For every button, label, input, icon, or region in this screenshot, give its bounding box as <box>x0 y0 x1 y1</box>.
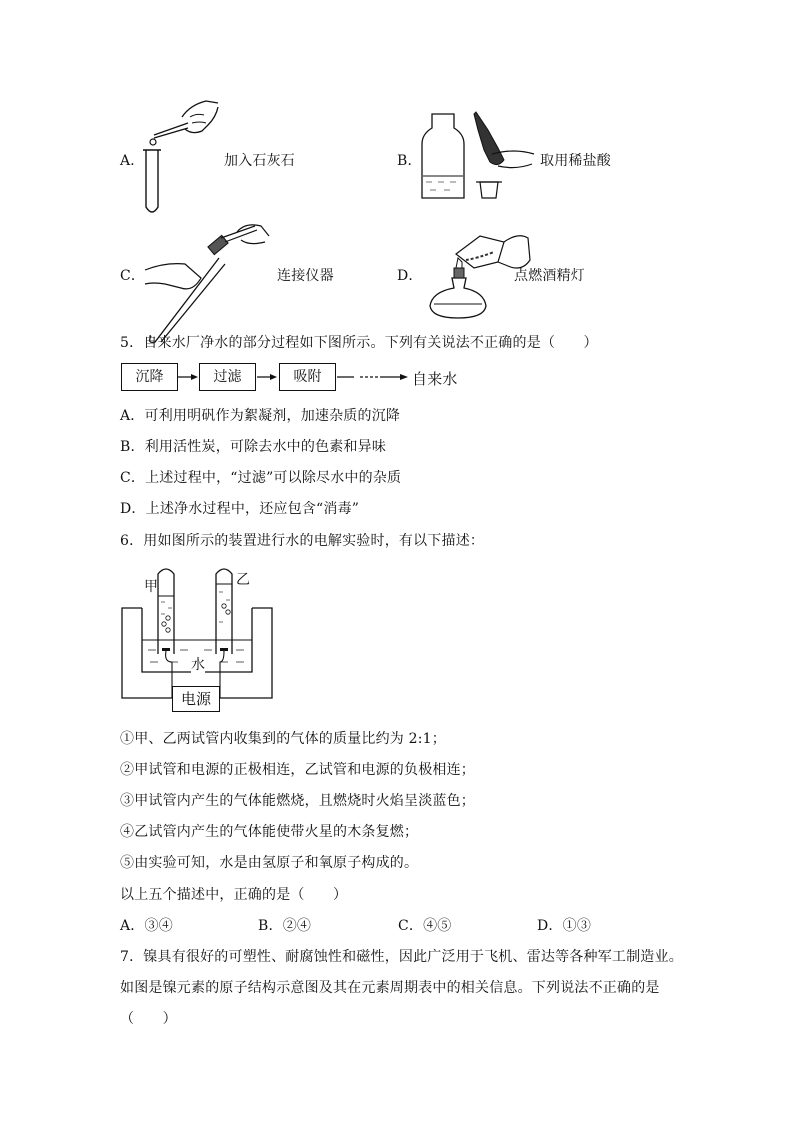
option-a-caption: 加入石灰石 <box>224 153 295 169</box>
q7-stem-line-3: （ ） <box>120 1011 177 1027</box>
q6-statement-2: ②甲试管和电源的正极相连，乙试管和电源的负极相连； <box>120 762 475 778</box>
q5-option-d: D．上述净水过程中，还应包含“消毒” <box>120 501 360 517</box>
q5-option-a: A．可利用明矾作为絮凝剂，加速杂质的沉降 <box>120 408 401 424</box>
flow-step-filtration: 过滤 <box>199 363 256 391</box>
option-c-caption: 连接仪器 <box>277 268 334 284</box>
tube-label-yi: 乙 <box>236 572 251 588</box>
water-label: 水 <box>191 654 205 674</box>
option-b-letter: B． <box>397 153 422 169</box>
option-d-caption: 点燃酒精灯 <box>514 268 585 284</box>
q6-option-c: C．④⑤ <box>398 918 452 934</box>
tube-label-jia: 甲 <box>144 579 159 595</box>
flow-step-sedimentation: 沉降 <box>121 363 178 391</box>
q6-question: 以上五个描述中，正确的是（ ） <box>120 887 348 903</box>
option-a-letter: A． <box>120 153 145 169</box>
q5-stem: 5．自来水厂净水的部分过程如下图所示。下列有关说法不正确的是（ ） <box>120 335 598 351</box>
q6-statement-1: ①甲、乙两试管内收集到的气体的质量比约为 2:1； <box>120 731 446 747</box>
option-b-caption: 取用稀盐酸 <box>540 153 611 169</box>
flow-step-adsorption: 吸附 <box>279 363 336 391</box>
option-d-letter: D． <box>397 268 423 284</box>
q6-stem: 6．用如图所示的装置进行水的电解实验时，有以下描述： <box>120 533 485 549</box>
q6-option-d: D．①③ <box>537 918 592 934</box>
q5-option-c: C．上述过程中，“过滤”可以除尽水中的杂质 <box>120 470 402 486</box>
option-c-letter: C． <box>120 268 146 284</box>
q6-option-b: B．②④ <box>258 918 312 934</box>
q6-statement-5: ⑤由实验可知，水是由氢原子和氧原子构成的。 <box>120 855 419 871</box>
q6-option-a: A．③④ <box>120 918 173 934</box>
q6-statement-4: ④乙试管内产生的气体能使带火星的木条复燃； <box>120 824 419 840</box>
q7-stem-line-2: 如图是镍元素的原子结构示意图及其在元素周期表中的相关信息。下列说法不正确的是 <box>120 980 660 996</box>
q6-statement-3: ③甲试管内产生的气体能燃烧，且燃烧时火焰呈淡蓝色； <box>120 793 475 809</box>
power-supply-box: 电源 <box>172 686 220 712</box>
flow-result-tap-water: 自来水 <box>412 370 458 388</box>
q7-stem-line-1: 7．镍具有很好的可塑性、耐腐蚀性和磁性，因此广泛用于飞机、雷达等各种军工制造业。 <box>120 949 683 965</box>
q5-option-b: B．利用活性炭，可除去水中的色素和异味 <box>120 439 387 455</box>
